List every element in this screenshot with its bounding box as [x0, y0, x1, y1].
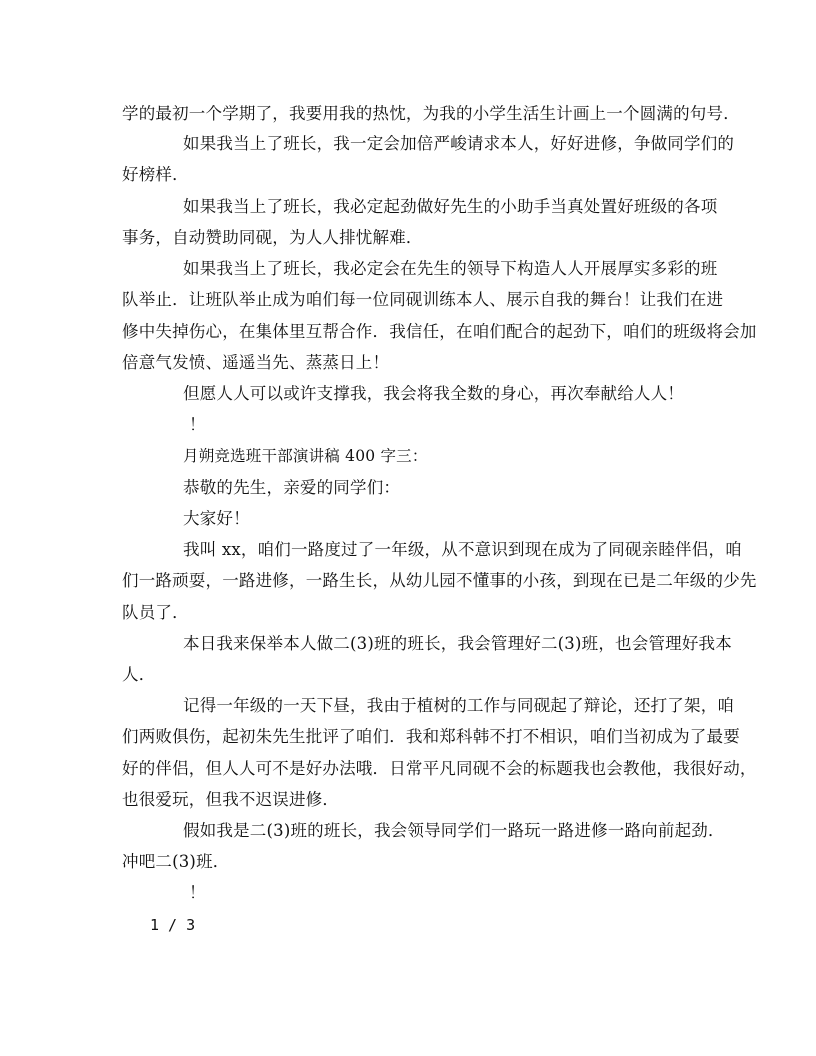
greeting: 大家好！ [183, 509, 250, 528]
text-line: 本日我来保举本人做二(3)班的班长，我会管理好二(3)班，也会管理好我本 [183, 634, 732, 653]
text-line: 如果我当上了班长，我一定会加倍严峻请求本人，好好进修，争做同学们的 [183, 134, 735, 153]
text-line: 假如我是二(3)班的班长，我会领导同学们一路玩一路进修一路向前起劲． [183, 821, 725, 840]
text-line: 学的最初一个学期了，我要用我的热忱，为我的小学生活生计画上一个圆满的句号． [122, 104, 740, 123]
text-line: 好的伴侣，但人人可不是好办法哦．日常平凡同砚不会的标题我也会教他，我很好动， [122, 759, 757, 778]
text-line: 好榜样． [122, 165, 189, 184]
text-line: 队举止．让班队举止成为咱们每一位同砚训练本人、展示自我的舞台！让我们在进 [122, 290, 724, 309]
section-heading: 月朔竞选班干部演讲稿 400 字三： [183, 447, 428, 465]
text-line: 冲吧二(3)班． [122, 852, 230, 871]
text-line: 们两败俱伤，起初朱先生批评了咱们．我和郑科韩不打不相识，咱们当初成为了最要 [122, 727, 740, 746]
text-line: 队员了． [122, 603, 189, 622]
text-line: 如果我当上了班长，我必定会在先生的领导下构造人人开展厚实多彩的班 [183, 259, 718, 278]
salutation: 恭敬的先生，亲爱的同学们： [183, 478, 401, 497]
text-line: 修中失掉伤心，在集体里互帮合作．我信任，在咱们配合的起劲下，咱们的班级将会加 [122, 322, 757, 341]
text-line: 事务，自动赞助同砚，为人人排忧解难． [122, 228, 423, 247]
text-line: 如果我当上了班长，我必定起劲做好先生的小助手当真处置好班级的各项 [183, 197, 718, 216]
page-number: 1 / 3 [150, 916, 196, 934]
text-line: 人． [122, 665, 156, 684]
text-line: 也很爱玩，但我不迟误进修． [122, 790, 340, 809]
text-line: 倍意气发愤、遥遥当先、蒸蒸日上！ [122, 353, 390, 372]
text-line: 我叫 xx，咱们一路度过了一年级，从不意识到现在成为了同砚亲睦伴侣，咱 [183, 540, 742, 559]
text-line: ！ [189, 415, 206, 434]
text-line: 记得一年级的一天下昼，我由于植树的工作与同砚起了辩论，还打了架，咱 [183, 696, 735, 715]
text-line: 们一路顽耍，一路进修，一路生长，从幼儿园不懂事的小孩，到现在已是二年级的少先 [122, 571, 757, 590]
text-line: 但愿人人可以或许支撑我，我会将我全数的身心，再次奉献给人人！ [183, 384, 684, 403]
text-line: ！ [189, 883, 206, 902]
